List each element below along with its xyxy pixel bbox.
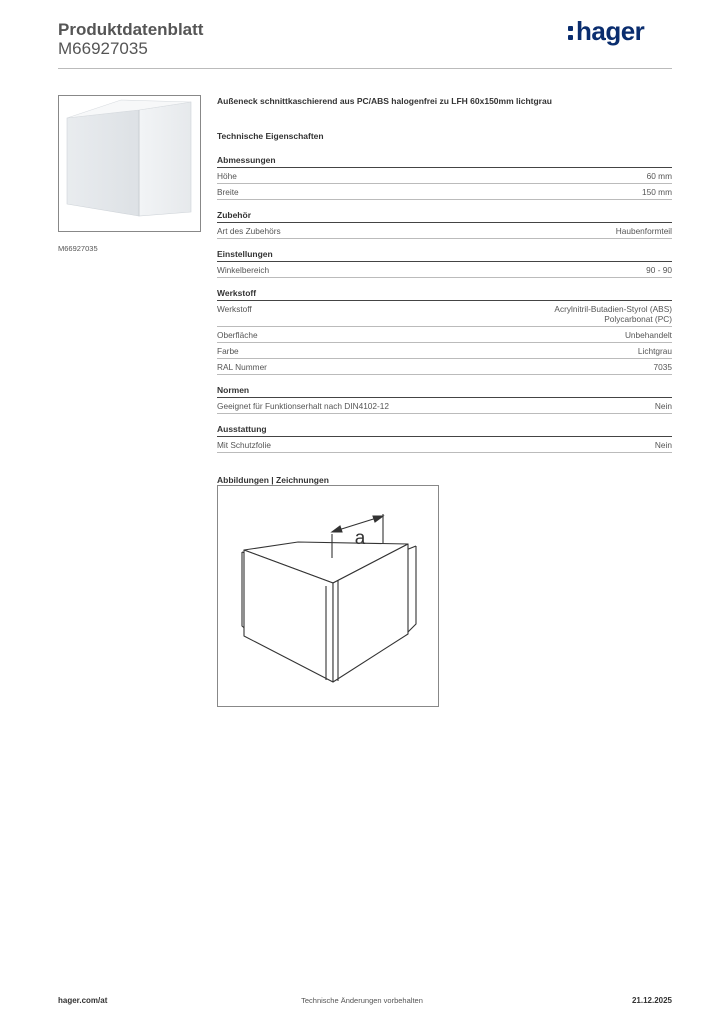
spec-value <box>655 440 672 450</box>
corner-drawing-image <box>218 486 438 706</box>
spec-section <box>217 249 672 278</box>
spec-value-line: Haubenformteil <box>615 226 672 236</box>
spec-section <box>217 385 672 414</box>
spec-label: Geeignet für Funktionserhalt nach DIN4102-12 <box>217 401 390 411</box>
spec-value <box>554 304 672 324</box>
spec-row <box>217 437 672 453</box>
spec-label: Farbe <box>217 346 239 356</box>
spec-row <box>217 223 672 239</box>
section-title: Zubehör <box>217 210 672 223</box>
page-title: Produktdatenblatt <box>58 20 204 39</box>
spec-value <box>646 265 672 275</box>
product-code: M66927035 <box>58 39 148 58</box>
spec-row <box>217 398 672 414</box>
spec-section <box>217 155 672 200</box>
spec-section <box>217 288 672 375</box>
spec-content <box>217 96 672 485</box>
spec-row <box>217 343 672 359</box>
spec-value-line: Lichtgrau <box>637 346 672 356</box>
spec-label: Breite <box>217 187 239 197</box>
spec-label: Oberfläche <box>217 330 258 340</box>
corner-piece-image <box>59 96 200 231</box>
technical-drawing <box>217 485 439 707</box>
section-title: Einstellungen <box>217 249 672 262</box>
spec-value <box>638 346 672 356</box>
footer-notice: Technische Änderungen vorbehalten <box>301 996 423 1005</box>
spec-value-line: 150 mm <box>642 187 672 197</box>
spec-value-line: Nein <box>654 401 672 411</box>
spec-value-line: 90 - 90 <box>646 265 672 275</box>
spec-value <box>647 171 672 181</box>
spec-label: Werkstoff <box>217 304 252 314</box>
footer-date: 21.12.2025 <box>631 996 672 1005</box>
hager-logo <box>568 16 658 46</box>
spec-value-line: Unbehandelt <box>624 330 672 340</box>
logo-dots-icon <box>568 26 573 40</box>
spec-row <box>217 301 672 327</box>
spec-row <box>217 327 672 343</box>
spec-label: RAL Nummer <box>217 362 267 372</box>
spec-value-line: 60 mm <box>646 171 672 181</box>
section-title: Abmessungen <box>217 155 672 168</box>
technical-properties-heading: Technische Eigenschaften <box>217 131 324 141</box>
logo-text: hager <box>576 16 645 46</box>
spec-row <box>217 184 672 200</box>
spec-value-line: 7035 <box>653 362 672 372</box>
spec-value-line: Acrylnitril-Butadien-Styrol (ABS) <box>554 304 672 314</box>
spec-label: Höhe <box>217 171 237 181</box>
spec-value-line: Polycarbonat (PC) <box>604 314 672 324</box>
product-description: Außeneck schnittkaschierend aus PC/ABS halogenfrei zu LFH 60x150mm lichtgrau <box>217 96 552 106</box>
section-title: Werkstoff <box>217 288 672 301</box>
spec-label: Art des Zubehörs <box>217 226 281 236</box>
figures-heading: Abbildungen | Zeichnungen <box>217 475 329 485</box>
spec-row <box>217 168 672 184</box>
spec-value <box>655 401 672 411</box>
spec-value <box>616 226 672 236</box>
spec-value <box>642 187 672 197</box>
spec-label: Mit Schutzfolie <box>217 440 271 450</box>
spec-value-line: Nein <box>654 440 672 450</box>
spec-value <box>654 362 672 372</box>
thumbnail-caption: M66927035 <box>58 244 98 253</box>
header-divider <box>58 68 672 69</box>
spec-row <box>217 359 672 375</box>
spec-row <box>217 262 672 278</box>
spec-section <box>217 210 672 239</box>
dimension-label: a <box>354 528 366 549</box>
spec-label: Winkelbereich <box>217 265 270 275</box>
spec-value <box>625 330 672 340</box>
footer-website: hager.com/at <box>58 996 108 1005</box>
section-title: Ausstattung <box>217 424 672 437</box>
section-title: Normen <box>217 385 672 398</box>
spec-section <box>217 424 672 453</box>
product-thumbnail <box>58 95 201 232</box>
spec-sections <box>217 155 672 453</box>
